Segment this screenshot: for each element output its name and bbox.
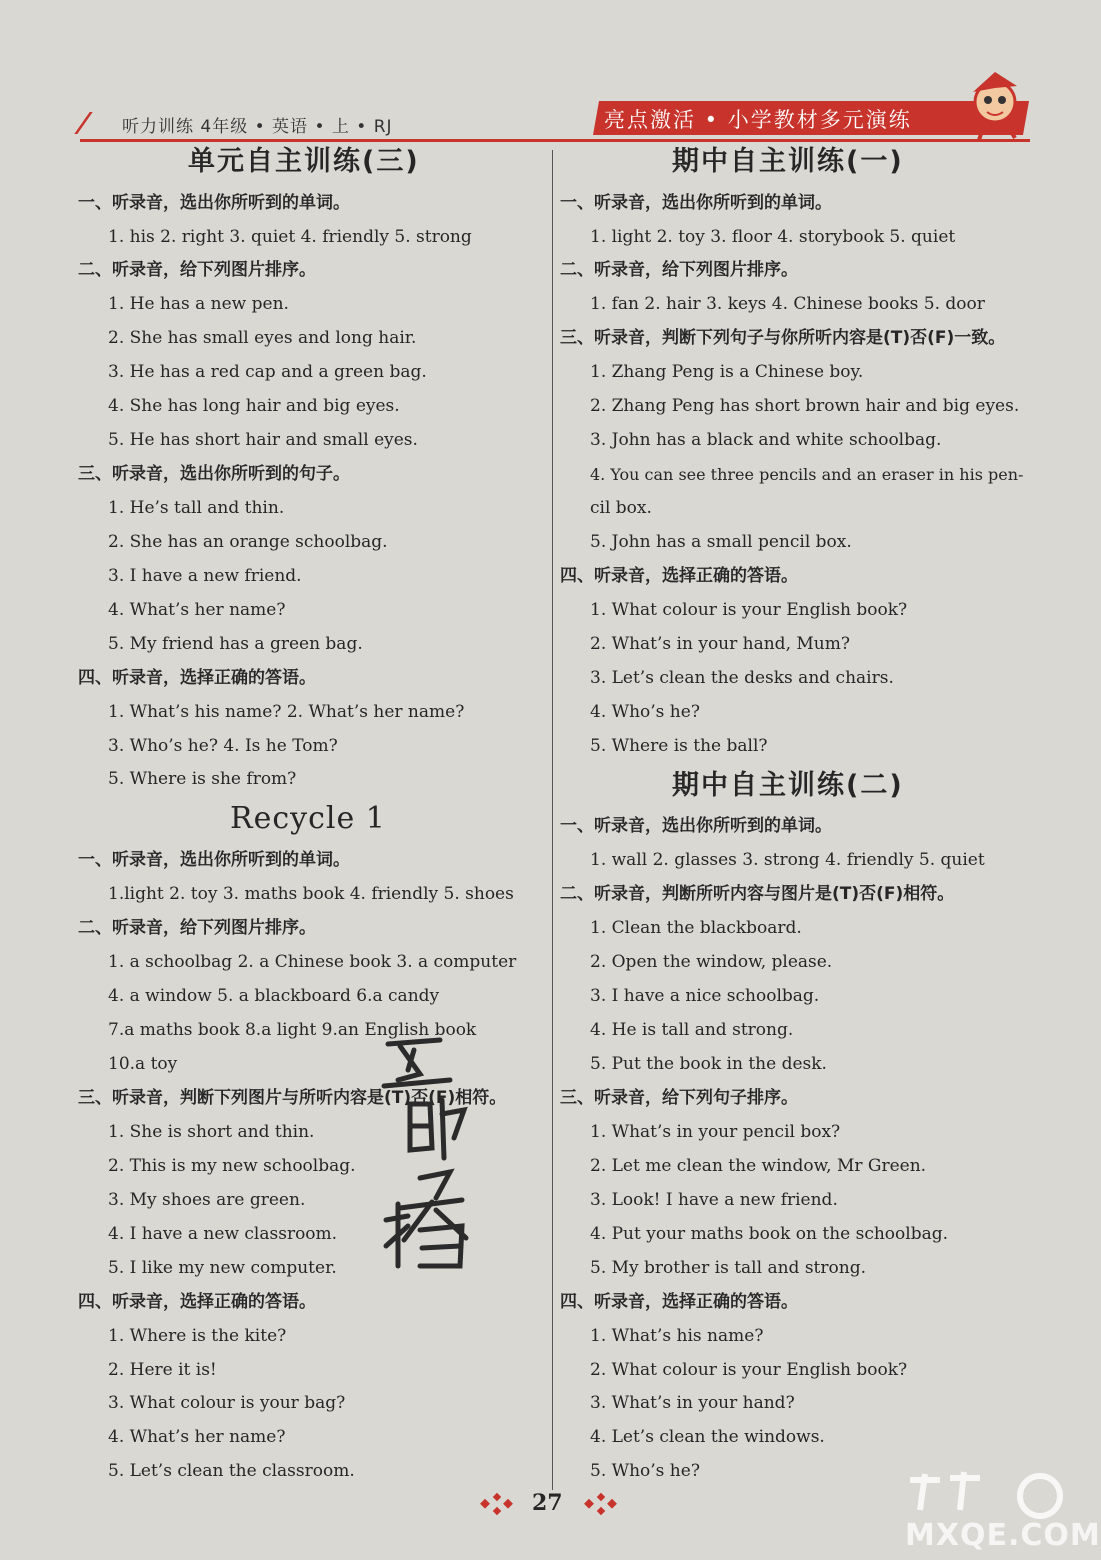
midterm2-q2-item: 1. Clean the blackboard.	[590, 918, 802, 938]
midterm1-q4-item: 5. Where is the ball?	[590, 736, 768, 756]
unit3-q4-item: 3. Who’s he? 4. Is he Tom?	[108, 736, 338, 756]
recycle-q3-item: 2. This is my new schoolbag.	[108, 1156, 356, 1176]
midterm1-q4-item: 3. Let’s clean the desks and chairs.	[590, 668, 894, 688]
recycle-q2: 二、听录音，给下列图片排序。	[78, 918, 316, 938]
midterm2-q3-item: 5. My brother is tall and strong.	[590, 1258, 866, 1278]
recycle-q4-item: 4. What’s her name?	[108, 1427, 286, 1447]
unit3-q2-item: 1. He has a new pen.	[108, 294, 289, 314]
footer-ornament-left-icon	[478, 1490, 518, 1518]
unit3-q3-item: 2. She has an orange schoolbag.	[108, 532, 388, 552]
midterm1-q3-item: 2. Zhang Peng has short brown hair and big eyes.	[590, 396, 1020, 416]
midterm1-q3-item: 1. Zhang Peng is a Chinese boy.	[590, 362, 864, 382]
midterm2-q4-item: 2. What colour is your English book?	[590, 1360, 908, 1380]
midterm1-q3-item: 3. John has a black and white schoolbag.	[590, 430, 942, 450]
recycle-q4-item: 1. Where is the kite?	[108, 1326, 287, 1346]
recycle-q3-item: 4. I have a new classroom.	[108, 1224, 338, 1244]
unit3-q3-item: 1. He’s tall and thin.	[108, 498, 285, 518]
midterm2-q4-item: 3. What’s in your hand?	[590, 1393, 795, 1413]
recycle-title: Recycle 1	[230, 801, 386, 836]
midterm2-q3-item: 1. What’s in your pencil box?	[590, 1122, 841, 1142]
midterm1-q4-item: 2. What’s in your hand, Mum?	[590, 634, 850, 654]
unit3-q2-item: 5. He has short hair and small eyes.	[108, 430, 418, 450]
unit3-q3-item: 5. My friend has a green bag.	[108, 634, 363, 654]
unit3-q2: 二、听录音，给下列图片排序。	[78, 260, 316, 280]
unit3-q3: 三、听录音，选出你所听到的句子。	[78, 464, 350, 484]
midterm2-q2: 二、听录音，判断所听内容与图片是(T)否(F)相符。	[560, 884, 955, 904]
recycle-q1-items: 1.light 2. toy 3. maths book 4. friendly 5. shoes	[108, 884, 514, 904]
midterm2-q3-item: 4. Put your maths book on the schoolbag.	[590, 1224, 949, 1244]
recycle-q4-item: 2. Here it is!	[108, 1360, 217, 1380]
unit3-q3-item: 3. I have a new friend.	[108, 566, 302, 586]
unit3-q3-item: 4. What’s her name?	[108, 600, 286, 620]
midterm2-q4-item: 1. What’s his name?	[590, 1326, 764, 1346]
midterm2-q3-item: 3. Look! I have a new friend.	[590, 1190, 838, 1210]
recycle-q1: 一、听录音，选出你所听到的单词。	[78, 850, 350, 870]
midterm2-q4-item: 4. Let’s clean the windows.	[590, 1427, 825, 1447]
midterm2-q4: 四、听录音，选择正确的答语。	[560, 1292, 798, 1312]
midterm2-q2-item: 5. Put the book in the desk.	[590, 1054, 827, 1074]
midterm1-q3-item: cil box.	[590, 498, 652, 518]
midterm2-q2-item: 4. He is tall and strong.	[590, 1020, 794, 1040]
recycle-q2-item: 1. a schoolbag 2. a Chinese book 3. a computer	[108, 952, 517, 972]
midterm1-q1-items: 1. light 2. toy 3. floor 4. storybook 5. quiet	[590, 227, 956, 247]
recycle-q2-item: 10.a toy	[108, 1054, 178, 1074]
midterm2-q1-items: 1. wall 2. glasses 3. strong 4. friendly 5. quiet	[590, 850, 985, 870]
recycle-q3-item: 5. I like my new computer.	[108, 1258, 337, 1278]
unit3-q1: 一、听录音，选出你所听到的单词。	[78, 193, 350, 213]
midterm2-q2-item: 2. Open the window, please.	[590, 952, 833, 972]
unit3-q2-item: 2. She has small eyes and long hair.	[108, 328, 417, 348]
mascot-icon	[965, 66, 1029, 146]
recycle-q3-item: 3. My shoes are green.	[108, 1190, 306, 1210]
midterm2-q3: 三、听录音，给下列句子排序。	[560, 1088, 798, 1108]
unit3-q4-item: 5. Where is she from?	[108, 769, 297, 789]
recycle-q3: 三、听录音，判断下列图片与所听内容是(T)否(F)相符。	[78, 1088, 507, 1108]
midterm2-q3-item: 2. Let me clean the window, Mr Green.	[590, 1156, 927, 1176]
header-slash-mark	[74, 112, 110, 134]
handwritten-annotation	[380, 1030, 490, 1270]
column-divider	[552, 150, 553, 1490]
midterm2-title: 期中自主训练(二)	[672, 770, 904, 801]
unit3-q2-item: 3. He has a red cap and a green bag.	[108, 362, 427, 382]
midterm1-q1: 一、听录音，选出你所听到的单词。	[560, 193, 832, 213]
unit3-q4: 四、听录音，选择正确的答语。	[78, 668, 316, 688]
midterm1-title: 期中自主训练(一)	[672, 146, 904, 177]
recycle-q4: 四、听录音，选择正确的答语。	[78, 1292, 316, 1312]
header-rule	[80, 139, 1030, 142]
midterm2-q2-item: 3. I have a nice schoolbag.	[590, 986, 820, 1006]
recycle-q2-item: 7.a maths book 8.a light 9.an English book	[108, 1020, 477, 1040]
unit3-q1-items: 1. his 2. right 3. quiet 4. friendly 5. strong	[108, 227, 472, 247]
midterm1-q4: 四、听录音，选择正确的答语。	[560, 566, 798, 586]
midterm1-q3-item: 5. John has a small pencil box.	[590, 532, 852, 552]
unit3-q2-item: 4. She has long hair and big eyes.	[108, 396, 400, 416]
recycle-q4-item: 5. Let’s clean the classroom.	[108, 1461, 355, 1481]
header-banner-text: 亮点激活 • 小学教材多元演练	[604, 108, 912, 132]
midterm1-q3: 三、听录音，判断下列句子与你所听内容是(T)否(F)一致。	[560, 328, 1006, 348]
unit3-q4-item: 1. What’s his name? 2. What’s her name?	[108, 702, 465, 722]
recycle-q2-item: 4. a window 5. a blackboard 6.a candy	[108, 986, 440, 1006]
midterm1-q2: 二、听录音，给下列图片排序。	[560, 260, 798, 280]
midterm2-q1: 一、听录音，选出你所听到的单词。	[560, 816, 832, 836]
recycle-q3-item: 1. She is short and thin.	[108, 1122, 315, 1142]
footer-ornament-right-icon	[582, 1490, 622, 1518]
midterm1-q4-item: 4. Who’s he?	[590, 702, 700, 722]
recycle-q4-item: 3. What colour is your bag?	[108, 1393, 346, 1413]
page-number: 27	[532, 1490, 563, 1516]
watermark-text: MXQE.COM	[905, 1518, 1101, 1553]
unit3-title: 单元自主训练(三)	[188, 146, 420, 177]
midterm1-q4-item: 1. What colour is your English book?	[590, 600, 908, 620]
midterm2-q4-item: 5. Who’s he?	[590, 1461, 700, 1481]
midterm1-q2-items: 1. fan 2. hair 3. keys 4. Chinese books 5. door	[590, 294, 985, 314]
header-left-text: 听力训练 4年级 • 英语 • 上 • RJ	[122, 117, 393, 137]
midterm1-q3-item: 4. You can see three pencils and an eraser in his pen-	[590, 465, 1024, 484]
